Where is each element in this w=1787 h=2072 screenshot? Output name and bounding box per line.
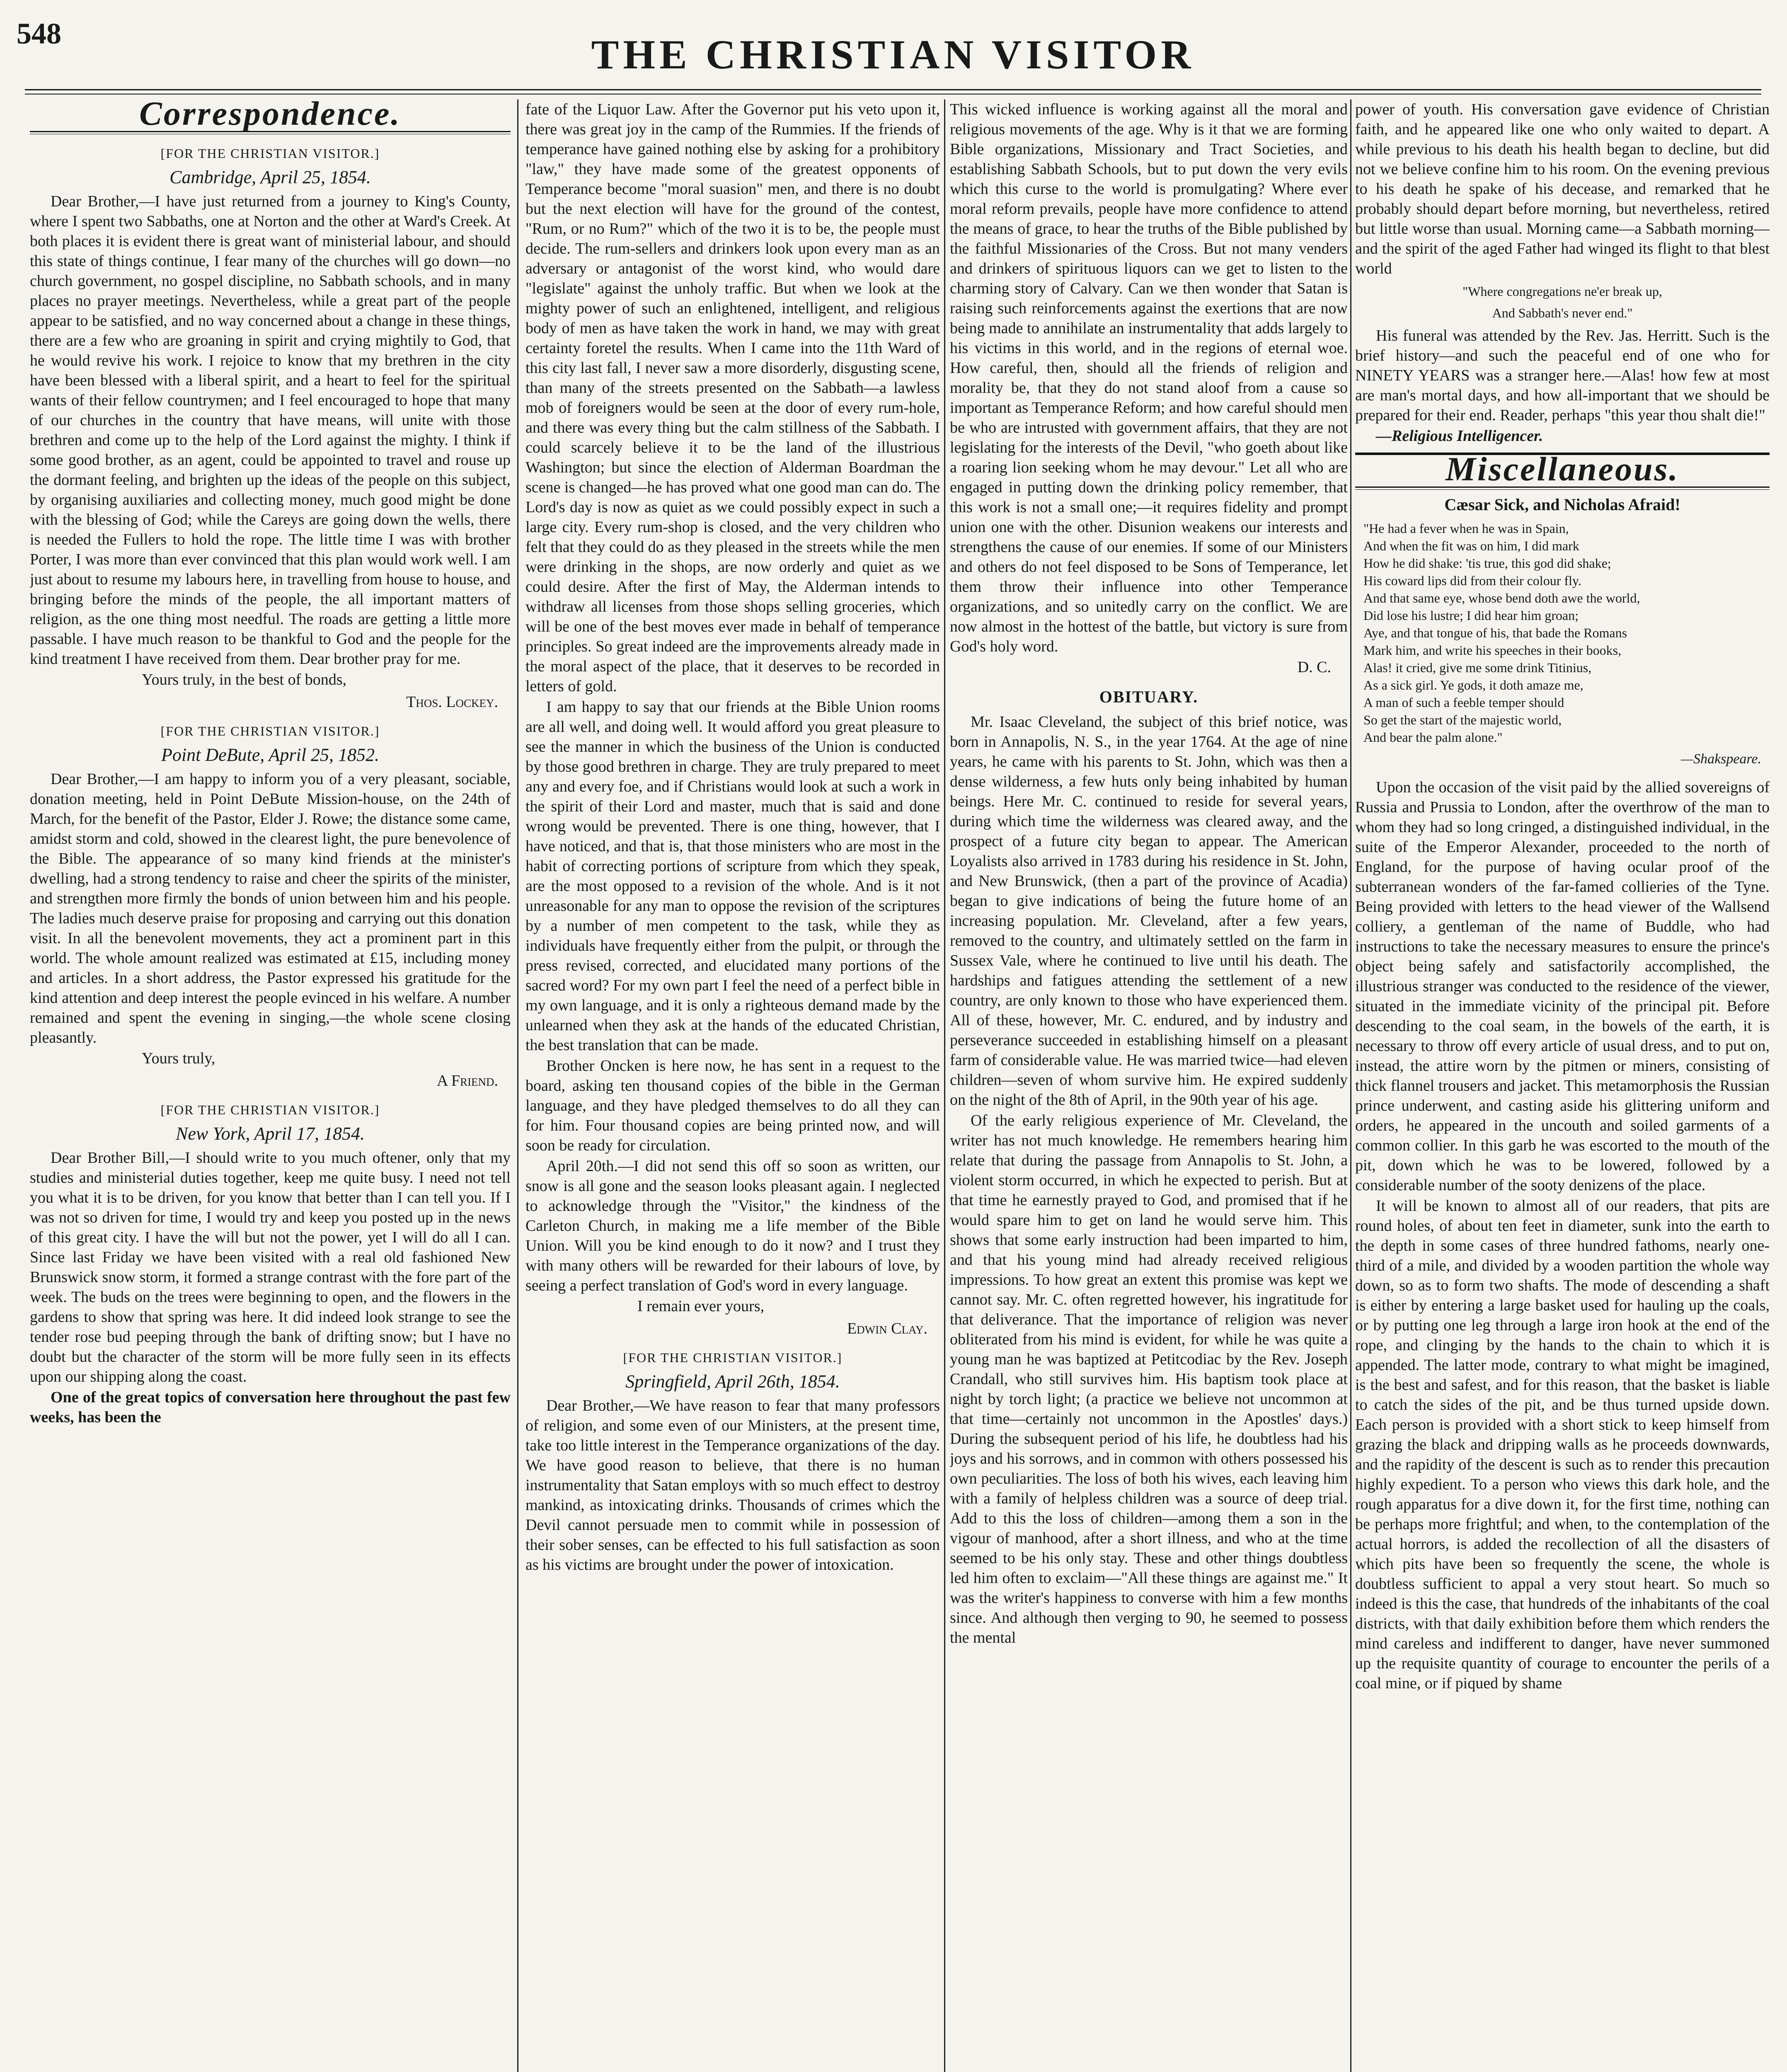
letter-signature: D. C. xyxy=(1297,658,1331,676)
poem-line: Alas! it cried, give me some drink Titinius, xyxy=(1363,660,1592,675)
source-credit: —Religious Intelligencer. xyxy=(1376,427,1543,445)
dateline: New York, April 17, 1854. xyxy=(176,1123,365,1144)
letter-closing: Yours truly, in the best of bonds, xyxy=(142,671,347,688)
letter-closing: Yours truly, xyxy=(142,1050,216,1067)
section-title-miscellaneous: Miscellaneous. xyxy=(1446,450,1679,488)
column-3 xyxy=(950,99,1348,2072)
letter-paragraph: Dear Brother Bill,—I should write to you much oftener, only that my studies and ministerial duties together, keep me quite busy. I need not tell you what it is to be driven, for you know that better than I can tell you. If I was not so driven for time, I would try and keep you posted up in the news of this great city. I have the will but not the power, yet I will do all I can. Since last Friday we have been visited with a real old fashioned New Brunswick snow storm, it formed a strange contrast with the fore part of the week. The buds on the trees were beginning to open, and the flowers in the gardens to show that spring was here. It did indeed look strange to see the tender rose bud peeping through the bank of drifting snow; but I have no doubt but the character of the storm will be more fully seen in its effects upon our shipping along the coast. xyxy=(30,1149,511,1385)
column-2 xyxy=(525,99,940,2072)
article-paragraph: This wicked influence is working against all the moral and religious movements of the age. Why is it that we are forming Bible organizations, Missionary and Tract Societies, and establishing Sabbath Schools, but to put down the very evils which this curse to the world is promulgating? Where ever moral reform prevails, people have more confidence to attend the means of grace, to hear the truths of the Bible published by the faithful Missionaries of the Cross. But not many venders and drinkers of spirituous liquors can we get to listen to the charming story of Calvary. Can we then wonder that Satan is raising such reinforcements against the exertions that are now being made to annihilate an instrumentality that adds largely to his victims in this world, and in the regions of eternal woe. How careful, then, should all the friends of religion and morality be, that they do not stand aloof from a cause so important as Temperance Reform; and how careful should men be who are intrusted with government affairs, that they are not legislating for the interests of the Devil, "who goeth about like a roaring lion seeking whom he may devour." Let all who are engaged in putting down the drinking policy remember, that this work is not a small one;—it requires fidelity and prompt union one with the other. Disunion weakens our interests and strengthens the cause of our enemies. If some of our Ministers and others do not feel disposed to be Sons of Temperance, let them throw their influence into other Temperance organizations, and so unitedly carry on the conflict. We are now almost in the hottest of the battle, but victory is sure from God's holy word. xyxy=(950,101,1348,655)
poem-title: Cæsar Sick, and Nicholas Afraid! xyxy=(1444,495,1680,514)
column-rule xyxy=(1350,99,1351,2072)
article-paragraph: It will be known to almost all of our readers, that pits are round holes, of about ten feet in diameter, sunk into the earth to the depth in some cases of three hundred fathoms, nearly one-third of a mile, and divided by a wooden partition the whole way down, so as to form two shafts. The mode of descending a shaft is either by entering a large basket used for hauling up the coals, or by putting one leg through a large iron hook at the end of the rope, and clinging by the hands to the chain to which it is appended. The latter mode, contrary to what might be imagined, is the best and safest, and for this reason, that the basket is liable to catch the sides of the pit, and be thus turned upside down. Each person is provided with a short stick to keep himself from grazing the black and dripping walls as he proceeds downwards, and the rapidity of the descent is such as to render this precaution highly expedient. To a person who views this dark hole, and the rough apparatus for a dive down it, for the first time, nothing can be perhaps more frightful; and when, to the contemplation of the actual horrors, is added the recollection of all the disasters of which pits have been so frequently the scene, the whole is doubtless sufficient to appal a very stout heart. So much so indeed is this the case, that hundreds of the inhabitants of the coal districts, with that daily exhibition before them which renders the mind careless and indifferent to danger, have never summoned up the requisite quantity of courage to encounter the perils of a coal mine, or if piqued by shame xyxy=(1355,1197,1770,1692)
source-line: [FOR THE CHRISTIAN VISITOR.] xyxy=(160,146,380,161)
column-4 xyxy=(1355,99,1770,2072)
poem-line: "He had a fever when he was in Spain, xyxy=(1363,521,1569,536)
obituary-heading: OBITUARY. xyxy=(1099,687,1199,706)
column-1 xyxy=(30,99,511,2072)
header-rule xyxy=(25,89,1761,94)
poem-line: Did lose his lustre; I did hear him groan; xyxy=(1363,608,1579,623)
obituary-paragraph: Of the early religious experience of Mr. Cleveland, the writer has not much knowledge. He remembers hearing him relate that during the passage from Annapolis to St. John, a violent storm occurred, in which he expected to perish. But at that time he earnestly prayed to God, and promised that if he would spare him to get on land he would serve him. This shows that some early instruction had been imparted to him, and that his young mind had already received religious impressions. To how great an extent this promise was kept we cannot say. Mr. C. often regretted however, his ingratitude for that deliverance. That the importance of religion was never obliterated from his mind is evident, for while he was quite a young man he was baptized at Petitcodiac by the Rev. Joseph Crandall, who still survives him. His baptism took place at night by torch light; (a practice we believe not uncommon at that time—certainly not uncommon in the Apostles' days.) During the subsequent period of his life, he doubtless had his joys and his sorrows, and in common with others possessed his own peculiarities. The loss of both his wives, each leaving him with a family of helpless children was a source of deep trial. Add to this the loss of children—among them a son in the vigour of manhood, after a short illness, and who at the time seemed to be his only stay. These and other things doubtless led him often to exclaim—"All these things are against me." It was the writer's happiness to converse with him a few months since. And although then verging to 90, he seemed to possess the mental xyxy=(950,1112,1348,1646)
obituary-paragraph: power of youth. His conversation gave evidence of Christian faith, and he appeared like one who only waited to depart. A while previous to his death his health began to decline, but did not we believe confine him to his room. On the evening previous to his death he spake of his decease, and remarked that he probably should depart before morning, but nevertheless, retired but little worse than usual. Morning came—a Sabbath morning—and the spirit of the aged Father had winged its flight to that blest world xyxy=(1355,101,1770,277)
poem-attribution: —Shakspeare. xyxy=(1680,751,1761,767)
dateline: Point DeBute, April 25, 1852. xyxy=(161,745,379,765)
article-paragraph: April 20th.—I did not send this off so soon as written, our snow is all gone and the season looks pleasant again. I neglected to acknowledge through the "Visitor," the kindness of the Carleton Church, in making me a life member of the Bible Union. Will you be kind enough to do it now? and I trust they with many others will be rewarded for their labours of love, by seeing a perfect translation of God's word in every language. xyxy=(525,1157,940,1294)
poem-line: As a sick girl. Ye gods, it doth amaze me, xyxy=(1363,678,1584,692)
page-number: 548 xyxy=(17,17,61,50)
source-line: [FOR THE CHRISTIAN VISITOR.] xyxy=(160,724,380,738)
letter-paragraph: One of the great topics of conversation here throughout the past few weeks, has been the xyxy=(30,1389,511,1426)
newspaper-title: THE CHRISTIAN VISITOR xyxy=(591,31,1195,77)
poem-line: A man of such a feeble temper should xyxy=(1363,695,1564,710)
poem-line: And that same eye, whose bend doth awe the world, xyxy=(1363,591,1640,605)
source-line: [FOR THE CHRISTIAN VISITOR.] xyxy=(160,1102,380,1117)
article-paragraph: Upon the occasion of the visit paid by the allied sovereigns of Russia and Prussia to London, after the overthrow of the man to whom they had so long cringed, a distinguished individual, in the suite of the Emperor Alexander, proceeded to the north of England, for the purpose of having ocular proof of the subterranean wonders of the far-famed collieries of the Tyne. Being provided with letters to the head viewer of the Wallsend colliery, a gentleman of the name of Buddle, who had instructions to take the necessary measures to ensure the prince's object being safely and satisfactorily accomplished, the illustrious stranger was conducted to the residence of the viewer, situated in the immediate vicinity of the principal pit. Before descending to the coal seam, in the bowels of the earth, it is necessary to throw off every article of usual dress, and to put on, instead, the attire worn by the pitmen or miners, consisting of thick flannel trousers and jacket. This metamorphosis the Russian prince underwent, and casting aside his glittering uniform and orders, he appeared in the uncouth and soiled garments of a common collier. In this garb he was escorted to the mouth of the pit, down which he was to be lowered, followed by a considerable number of the sooty denizens of the place. xyxy=(1355,779,1770,1194)
poem-line: And bear the palm alone." xyxy=(1363,730,1503,745)
poem-line: Aye, and that tongue of his, that bade the Romans xyxy=(1363,625,1627,640)
poem-line: How he did shake: 'tis true, this god did shake; xyxy=(1363,556,1611,571)
dateline: Springfield, April 26th, 1854. xyxy=(625,1371,840,1392)
dateline: Cambridge, April 25, 1854. xyxy=(169,167,371,187)
letter-signature: A Friend. xyxy=(437,1072,498,1089)
poem-line: So get the start of the majestic world, xyxy=(1363,712,1562,727)
letter-signature: Thos. Lockey. xyxy=(406,693,498,711)
letter-signature: Edwin Clay. xyxy=(847,1320,927,1337)
source-line: [FOR THE CHRISTIAN VISITOR.] xyxy=(623,1350,843,1365)
column-rule xyxy=(944,99,945,2072)
obituary-paragraph: His funeral was attended by the Rev. Jas. Herritt. Such is the brief history—and such the peaceful end of one who for NINETY YEARS was a stranger here.—Alas! how few at most are man's mortal days, and how all-important that we should be prepared for their end. Reader, perhaps "this year thou shalt die!" xyxy=(1355,327,1770,424)
letter-closing: I remain ever yours, xyxy=(637,1297,764,1315)
poem xyxy=(1363,520,1770,746)
quote-line: "Where congregations ne'er break up, xyxy=(1463,284,1662,299)
section-title-correspondence: Correspondence. xyxy=(139,99,401,132)
poem-line: And when the fit was on him, I did mark xyxy=(1363,538,1579,553)
column-rule xyxy=(517,99,518,2072)
article-paragraph: I am happy to say that our friends at the Bible Union rooms are all well, and doing well. It would afford you great pleasure to see the manner in which the business of the Union is conducted by those good brethren in charge. They are truly prepared to meet any and every foe, and if Christians would look at such a work in the spirit of their Lord and master, much that is said and done wrong would be prevented. There is one thing, however, that I have noticed, and that is, that those ministers who are most in the habit of correcting portions of scripture from which they speak, are the most opposed to a revision of the whole. And is it not unreasonable for any man to oppose the revision of the scriptures by a number of men competent to the task, while they as individuals have frequently either from the pulpit, or through the press revised, corrected, and elucidated many portions of the sacred word? For my own part I feel the need of a perfect bible in my own language, and it is only a righteous demand made by the unlearned when they ask at the hands of the educated Christian, the best translation that can be made. xyxy=(525,698,940,1054)
article-paragraph: fate of the Liquor Law. After the Governor put his veto upon it, there was great joy in the camp of the Rummies. If the friends of temperance have gained nothing else by asking for a prohibitory "law," they have made some of the greatest opponents of Temperance become "moral suasion" men, and there is no doubt but the next election will have for the ground of the contest, "Rum, or no Rum?" which of the two it is to be, the people must decide. The rum-sellers and drinkers look upon every man as an adversary or antagonist of the worst kind, who would dare "legislate" against the unholy traffic. But when we look at the mighty power of such an enlightened, intelligent, and religious body of men as have taken the work in hand, we may with great certainty foretel the results. When I came into the 11th Ward of this city last fall, I never saw a more disorderly, disgusting scene, than many of the streets presented on the Sabbath—a lawless mob of foreigners would be seen at the door of every rum-hole, and there was every thing but the calm stillness of the Sabbath. I could scarcely believe it to be the land of the illustrious Washington; but since the election of Alderman Boardman the scene is changed—he has proved what one good man can do. The Lord's day is now as quiet as we could possibly expect in such a large city. Every rum-shop is closed, and the very children who felt that they could do as they pleased in the streets while the men were drinking in the shops, are now orderly and quiet as we could desire. After the first of May, the Alderman intends to withdraw all licenses from those shops selling groceries, which will be one of the best moves ever made in behalf of temperance principles. So great indeed are the improvements already made in the moral aspect of the place, that it deserves to be recorded in letters of gold. xyxy=(525,101,940,695)
quote-line: And Sabbath's never end." xyxy=(1492,305,1633,320)
masthead xyxy=(25,23,1761,85)
letter-paragraph: Dear Brother,—We have reason to fear that many professors of religion, and some even of our Ministers, at the present time, take too little interest in the Temperance organizations of the day. We have good reason to believe, that there is no human instrumentality that Satan employs with so much effect to destroy mankind, as intoxicating drinks. Thousands of crimes which the Devil cannot persuade men to commit while in possession of their sober senses, can be effected to his full satisfaction as soon as his victims are brought under the power of intoxication. xyxy=(525,1397,940,1573)
letter-paragraph: Dear Brother,—I am happy to inform you of a very pleasant, sociable, donation meeting, held in Point DeBute Mission-house, on the 24th of March, for the benefit of the Pastor, Elder J. Rowe; the distance some came, amidst storm and cold, showed in the clearest light, the pure benevolence of the Bible. The appearance of so many kind friends at the minister's dwelling, had a strong tendency to raise and cheer the spirits of the minister, and strengthen more firmly the bonds of union between him and his people. The ladies much deserve praise for proposing and carrying out this donation visit. In all the benevolent movements, they act a prominent part in this world. The whole amount realized was estimated at £15, including money and articles. In a short address, the Pastor expressed his gratitude for the kind attention and deep interest the people evinced in his welfare. A number remained and spent the evening in singing,—the whole scene closing pleasantly. xyxy=(30,770,511,1046)
poem-line: His coward lips did from their colour fly. xyxy=(1363,573,1581,588)
letter-paragraph: Dear Brother,—I have just returned from a journey to King's County, where I spent two Sabbaths, one at Norton and the other at Ward's Creek. At both places it is evident there is great want of ministerial labour, and should this state of things continue, I fear many of the churches will go down—no church government, no gospel discipline, no Sabbath schools, and in many places no prayer meetings. Nevertheless, while a great part of the people appear to be satisfied, and no way concerned about a change in these things, there are a few who are groaning in spirit and crying mightily to God, that he would revive his work. I rejoice to know that my brethren in the city have been blessed with a liberal spirit, and a heart to feel for the spiritual wants of their fellow countrymen; and I feel encouraged to hope that many of our churches in the country that have means, will unite with those brethren and come up to the help of the Lord against the mighty. I think if some good brother, as an agent, could be appointed to travel and rouse up the dormant feeling, and brighten up the ideas of the people on this subject, by organising auxiliaries and collecting money, much good might be done with the blessing of God; while the Careys are going down the wells, there is needed the Fullers to hold the rope. The little time I was with brother Porter, I was more than ever convinced that this plan would work well. I am just about to resume my labours here, in travelling from house to house, and bringing before the minds of the people, the all important matters of religion, as the one thing most needful. The roads are getting a little more passable. I have much reason to be thankful to God and the people for the kind treatment I have received from them. Dear brother pray for me. xyxy=(30,193,511,668)
article-paragraph: Brother Oncken is here now, he has sent in a request to the board, asking ten thousand copies of the bible in the German language, and they have pledged themselves to do all they can for him. Four thousand copies are being printed now, and will soon be ready for circulation. xyxy=(525,1057,940,1154)
obituary-paragraph: Mr. Isaac Cleveland, the subject of this brief notice, was born in Annapolis, N. S., in the year 1764. At the age of nine years, he came with his parents to St. John, which was then a dense wilderness, a few huts only being inhabited by human beings. Here Mr. C. continued to reside for several years, during which time the wilderness was cleared away, and the prospect of a future city began to appear. The American Loyalists also arrived in 1783 during his residence in St. John, and New Brunswick, (then a part of the province of Acadia) began to give indications of being the future home of an increasing population. Mr. Cleveland, after a few years, removed to the country, and ultimately settled on the farm in Sussex Vale, where he continued to live until his death. The hardships and fatigues attending the settlement of a new country, are only known to those who have experienced them. All of these, however, Mr. C. endured, and by industry and perseverance succeeded in establishing himself on a pleasant farm of considerable value. He was married twice—had eleven children—seven of whom survive him. He expired suddenly on the night of the 8th of April, in the 90th year of his age. xyxy=(950,713,1348,1109)
poem-line: Mark him, and write his speeches in their books, xyxy=(1363,643,1622,658)
